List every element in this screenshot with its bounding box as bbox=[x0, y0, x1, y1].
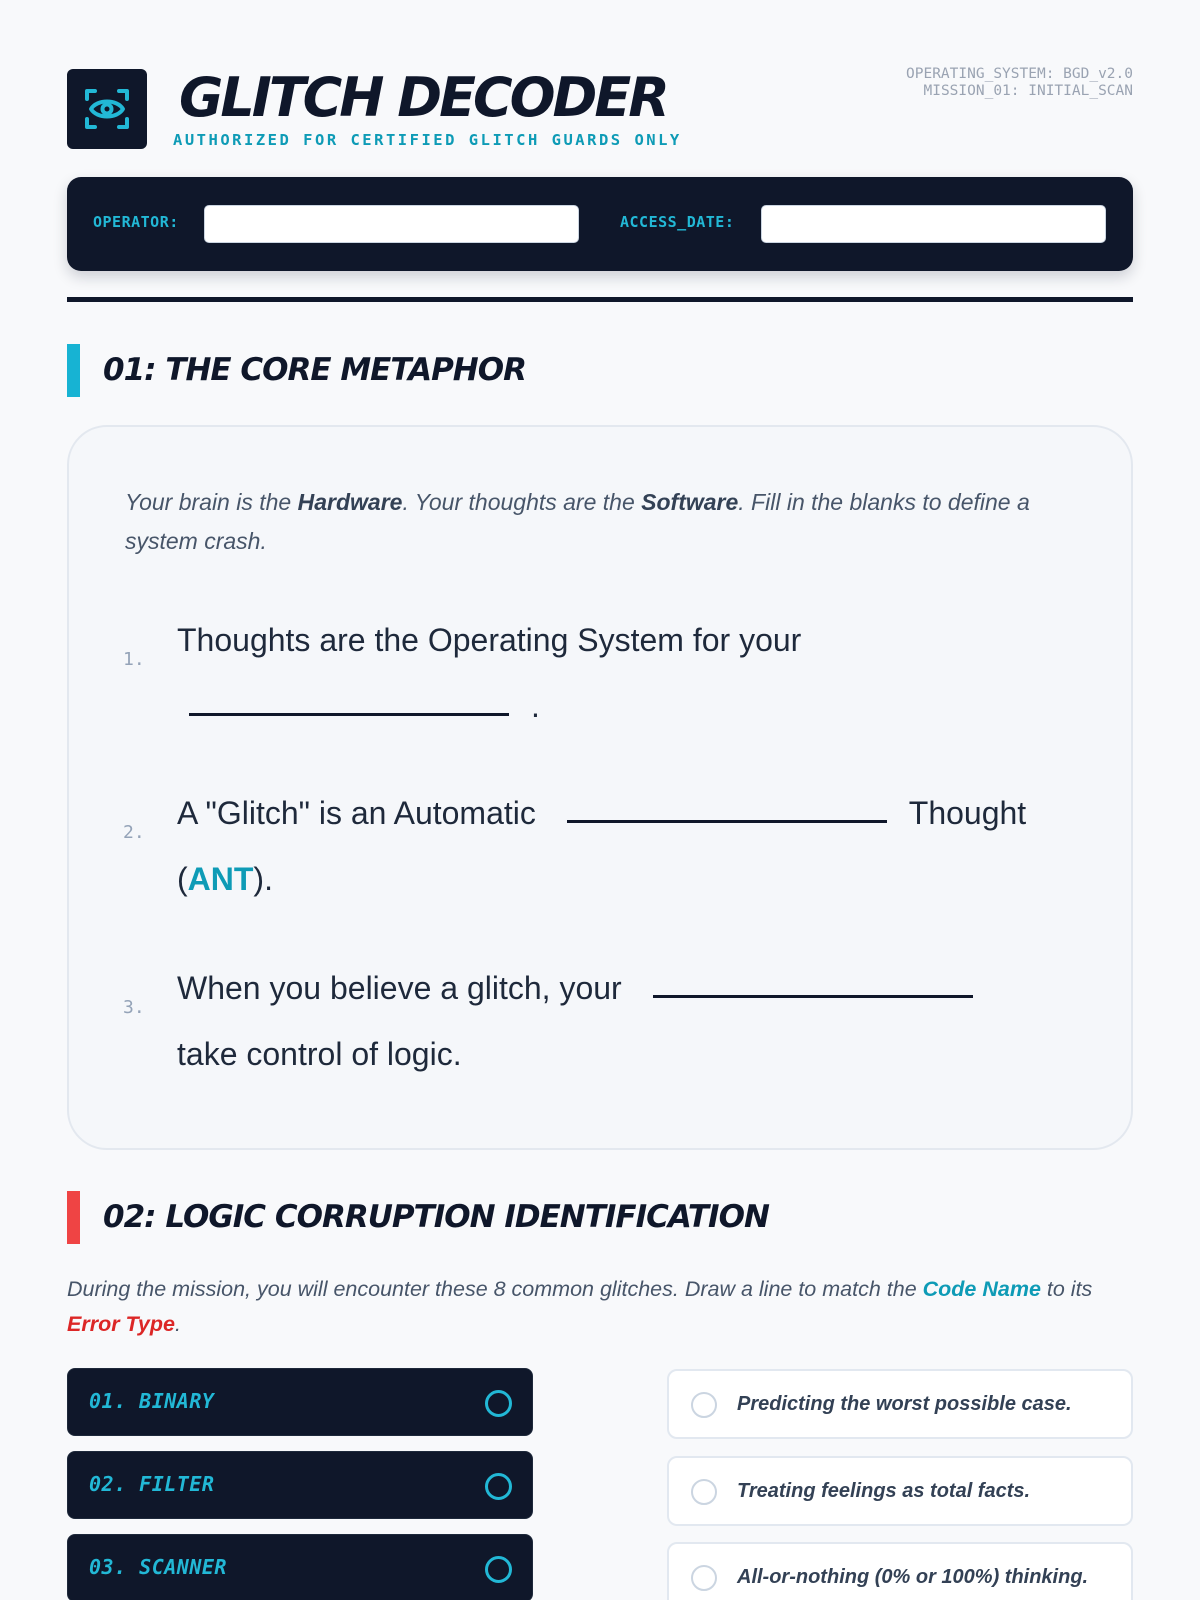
software-term: Software bbox=[641, 489, 739, 515]
error-type-item[interactable] bbox=[667, 1456, 1133, 1526]
section2-title: 02: LOGIC CORRUPTION IDENTIFICATION bbox=[103, 1199, 769, 1235]
access-date-field[interactable] bbox=[761, 205, 1106, 243]
divider bbox=[67, 297, 1133, 302]
code-name-item[interactable] bbox=[67, 1534, 533, 1600]
question-number: 2. bbox=[123, 822, 145, 843]
error-type-term: Error Type bbox=[67, 1312, 175, 1336]
code-name-term: Code Name bbox=[922, 1277, 1041, 1301]
match-dot-icon[interactable] bbox=[485, 1556, 512, 1583]
section2-intro: During the mission, you will encounter these 8 common glitches. Draw a line to match the Code Name to its Error Type. bbox=[67, 1277, 1093, 1336]
page-subtitle: AUTHORIZED FOR CERTIFIED GLITCH GUARDS ONLY bbox=[173, 131, 682, 149]
code-name-item[interactable] bbox=[67, 1368, 533, 1436]
metaphor-card bbox=[67, 425, 1133, 1150]
error-type-label: Treating feelings as total facts. bbox=[737, 1480, 1031, 1502]
system-line-os: OPERATING_SYSTEM: BGD_v2.0 bbox=[906, 66, 1133, 82]
error-type-label: Predicting the worst possible case. bbox=[737, 1393, 1072, 1415]
ant-acronym: ANT bbox=[187, 861, 254, 897]
page-title: GLITCH DECODER bbox=[179, 66, 667, 129]
match-dot-icon[interactable] bbox=[691, 1392, 717, 1418]
question-text: Thoughts are the Operating System for your . bbox=[177, 622, 802, 724]
section1-intro: Your brain is the Hardware. Your thoughts are the Software. Fill in the blanks to define a system crash. bbox=[125, 489, 1030, 554]
answer-blank[interactable] bbox=[567, 820, 887, 823]
question-number: 1. bbox=[123, 649, 145, 670]
answer-blank[interactable] bbox=[653, 995, 973, 998]
code-name-item[interactable] bbox=[67, 1451, 533, 1519]
match-dot-icon[interactable] bbox=[485, 1390, 512, 1417]
hardware-term: Hardware bbox=[297, 489, 403, 515]
code-name-label: 01. BINARY bbox=[89, 1389, 215, 1413]
error-type-label: All-or-nothing (0% or 100%) thinking. bbox=[737, 1566, 1089, 1588]
answer-blank[interactable] bbox=[189, 713, 509, 716]
error-type-item[interactable] bbox=[667, 1369, 1133, 1439]
operator-label: OPERATOR: bbox=[93, 213, 179, 231]
error-type-item[interactable] bbox=[667, 1542, 1133, 1600]
operator-field[interactable] bbox=[204, 205, 579, 243]
operator-bar bbox=[67, 177, 1133, 271]
access-date-label: ACCESS_DATE: bbox=[620, 213, 735, 231]
question-text: When you believe a glitch, your take control of logic. bbox=[177, 955, 1077, 1087]
logo bbox=[67, 69, 147, 149]
match-dot-icon[interactable] bbox=[485, 1473, 512, 1500]
code-name-label: 03. SCANNER bbox=[89, 1555, 227, 1579]
question-text: A "Glitch" is an Automatic Thought (ANT). bbox=[177, 795, 1027, 897]
header bbox=[67, 66, 1133, 159]
system-info bbox=[906, 66, 1133, 100]
match-dot-icon[interactable] bbox=[691, 1479, 717, 1505]
question-number: 3. bbox=[123, 997, 145, 1018]
section1-title: 01: THE CORE METAPHOR bbox=[103, 352, 526, 388]
match-dot-icon[interactable] bbox=[691, 1565, 717, 1591]
eye-scan-icon bbox=[83, 85, 131, 133]
code-name-label: 02. FILTER bbox=[89, 1472, 215, 1496]
worksheet-page bbox=[67, 0, 1133, 1600]
section2-accent-bar bbox=[67, 1191, 80, 1244]
section1-accent-bar bbox=[67, 344, 80, 397]
system-line-mission: MISSION_01: INITIAL_SCAN bbox=[923, 83, 1133, 99]
